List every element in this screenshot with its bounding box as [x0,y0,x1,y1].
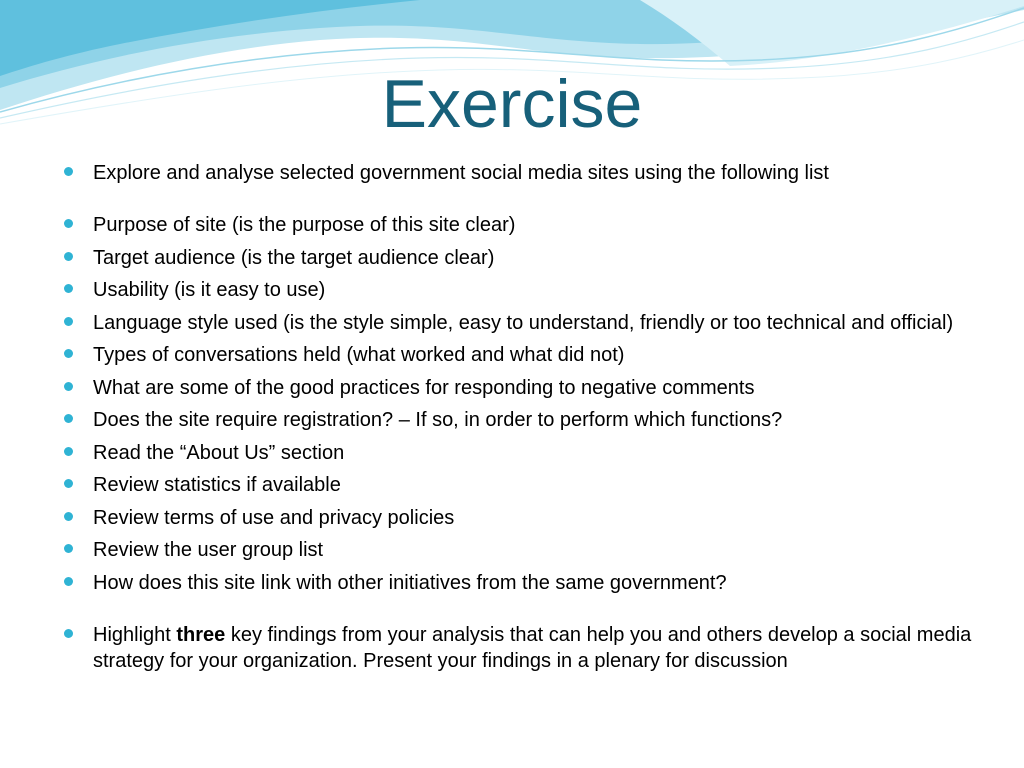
bullet-dot-icon [64,219,73,228]
slide-title: Exercise [381,66,643,142]
bullet-item [60,570,980,596]
bullet-text: Language style used (is the style simple, easy to understand, friendly or too technical and official) [93,311,954,334]
bullet-item [60,537,980,563]
highlight-suffix: key findings from your analysis that can help you and others develop a social media strategy for your organization. Present your findings in a plenary for discussion [93,623,972,672]
bullet-text: Target audience (is the target audience clear) [93,246,495,269]
bullet-item [60,472,980,498]
bullet-item [60,440,980,466]
bullet-text: Review terms of use and privacy policies [93,506,455,529]
bullet-text: Review statistics if available [93,474,341,496]
bullet-dot-icon [64,447,73,456]
bullet-text: Read the “About Us” section [93,441,345,464]
bullet-item [60,342,980,368]
bullet-text: Types of conversations held (what worked and what did not) [93,344,625,366]
bullet-text: How does this site link with other initiatives from the same government? [93,571,727,594]
bullet-text: Purpose of site (is the purpose of this site clear) [93,214,516,236]
bullet-dot-icon [64,544,73,553]
bullet-dot-icon [64,349,73,358]
bullet-text: What are some of the good practices for responding to negative comments [93,376,755,399]
bullet-item [60,310,980,336]
highlight-bold-word: three [176,623,226,646]
bullet-dot-icon [64,512,73,521]
bullet-text: Explore and analyse selected government social media sites using the following list [93,162,829,184]
bullet-text: Does the site require registration? – If so, in order to perform which functions? [93,409,783,431]
bullet-dot-icon [64,382,73,391]
bullet-item [60,407,980,433]
bullet-dot-icon [64,317,73,326]
bullet-item [60,375,980,401]
bullet-dot-icon [64,252,73,261]
bullet-dot-icon [64,284,73,293]
bullet-item-highlight [60,622,980,674]
bullet-item [60,245,980,271]
bullet-item [60,212,980,238]
bullet-item [60,160,980,186]
bullet-dot-icon [64,629,73,638]
highlight-prefix: Highlight [93,623,177,646]
bullet-dot-icon [64,479,73,488]
bullet-item [60,277,980,303]
bullet-dot-icon [64,577,73,586]
bullet-list [60,160,980,680]
bullet-text: Usability (is it easy to use) [93,279,326,301]
bullet-text: Review the user group list [93,539,324,561]
bullet-dot-icon [64,414,73,423]
bullet-item [60,505,980,531]
bullet-dot-icon [64,167,73,176]
